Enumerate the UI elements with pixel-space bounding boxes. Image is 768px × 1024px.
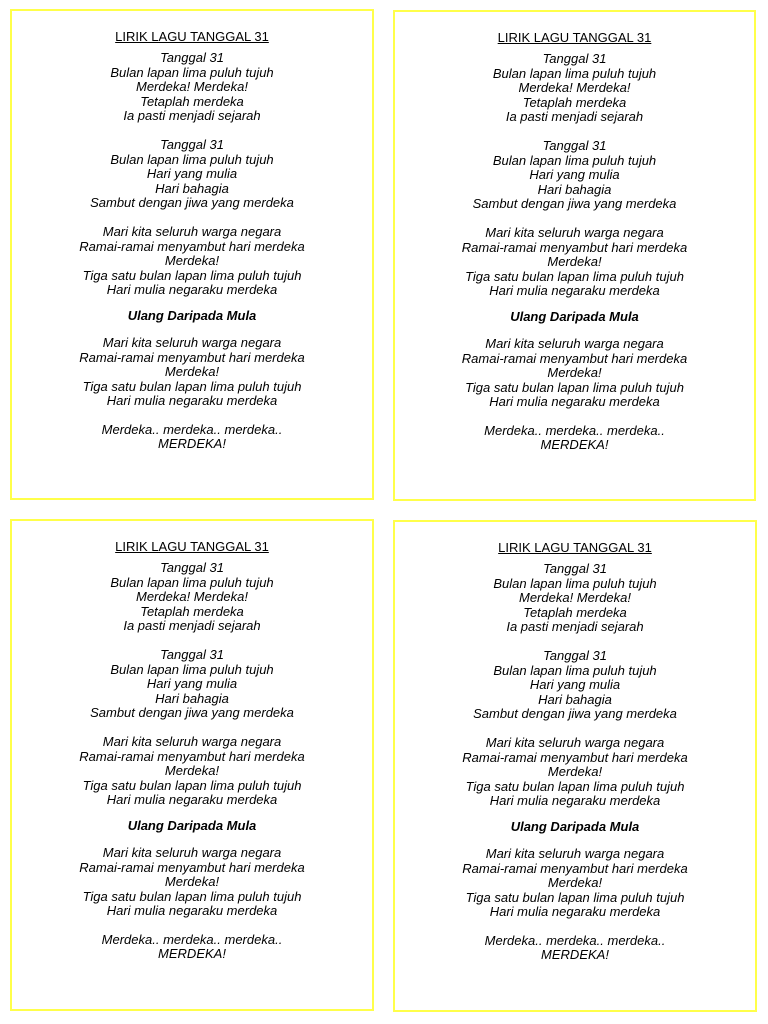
lyric-line: Merdeka! [547, 254, 602, 270]
lyric-line: Ramai-ramai menyambut hari merdeka [79, 859, 305, 875]
lyric-line: Bulan lapan lima puluh tujuh [493, 662, 657, 678]
verse-1 [395, 562, 755, 635]
lyric-line: Mari kita seluruh warga negara [485, 224, 664, 240]
lyric-line: Tiga satu bulan lapan lima puluh tujuh [82, 378, 302, 394]
lyric-line: Ia pasti menjadi sejarah [123, 618, 261, 634]
lyric-line: Hari bahagia [155, 180, 229, 196]
lyric-line: Bulan lapan lima puluh tujuh [110, 64, 274, 80]
lyric-line: Mari kita seluruh warga negara [485, 734, 665, 750]
lyric-line: Ramai-ramai menyambut hari merdeka [461, 350, 688, 366]
ending [395, 934, 755, 963]
lyric-line: Ia pasti menjadi sejarah [505, 109, 644, 125]
verse-4 [12, 846, 372, 919]
repeat-instruction: Ulang Daripada Mula [127, 307, 257, 323]
lyric-line: Ramai-ramai menyambut hari merdeka [462, 860, 688, 876]
lyric-line: Tanggal 31 [160, 136, 224, 152]
verse-3 [395, 226, 754, 299]
lyric-line: Bulan lapan lima puluh tujuh [110, 661, 274, 677]
verse-1 [12, 561, 372, 634]
lyric-line: Hari bahagia [538, 691, 612, 707]
lyric-line: Merdeka! [547, 764, 603, 780]
lyrics-card [10, 519, 374, 1011]
lyric-line: MERDEKA! [541, 947, 609, 963]
lyric-line: Sambut dengan jiwa yang merdeka [472, 196, 677, 212]
verse-2 [395, 649, 755, 722]
lyric-line: Mari kita seluruh warga negara [485, 845, 665, 861]
verse-2 [12, 138, 372, 211]
lyric-line: Tiga satu bulan lapan lima puluh tujuh [82, 267, 302, 283]
lyric-line: Hari yang mulia [146, 676, 238, 692]
lyric-line: Tiga satu bulan lapan lima puluh tujuh [465, 379, 684, 395]
repeat-instruction: Ulang Daripada Mula [510, 818, 640, 834]
lyric-line: Hari mulia negaraku merdeka [106, 903, 278, 919]
lyric-line: Hari bahagia [155, 690, 229, 706]
lyric-line: Tetaplah merdeka [523, 604, 627, 620]
lyric-line: Merdeka.. merdeka.. merdeka.. [484, 932, 666, 948]
lyric-line: Tetaplah merdeka [522, 94, 627, 110]
lyrics-card-content [12, 29, 372, 466]
repeat-instruction: Ulang Daripada Mula [510, 308, 639, 324]
lyric-line: Tiga satu bulan lapan lima puluh tujuh [465, 889, 685, 905]
lyric-line: Tanggal 31 [542, 137, 607, 153]
lyric-line: Merdeka! [547, 365, 602, 381]
lyric-line: Tiga satu bulan lapan lima puluh tujuh [82, 888, 302, 904]
lyric-line: Hari mulia negaraku merdeka [489, 904, 661, 920]
lyric-line: Merdeka! Merdeka! [518, 80, 631, 96]
lyric-line: Tetaplah merdeka [140, 93, 244, 109]
lyrics-card-content [12, 539, 372, 976]
lyric-line: Hari yang mulia [146, 166, 238, 182]
verse-2 [12, 648, 372, 721]
lyric-line: Mari kita seluruh warga negara [102, 733, 282, 749]
lyric-line: Sambut dengan jiwa yang merdeka [473, 706, 677, 722]
lyric-line: Mari kita seluruh warga negara [485, 335, 664, 351]
song-title: LIRIK LAGU TANGGAL 31 [115, 29, 269, 44]
lyric-line: Merdeka.. merdeka.. merdeka.. [101, 931, 283, 947]
lyric-line: Hari mulia negaraku merdeka [489, 283, 660, 299]
verse-2 [395, 139, 754, 212]
repeat-instruction: Ulang Daripada Mula [127, 817, 257, 833]
lyric-line: Hari yang mulia [529, 677, 621, 693]
lyric-line: Tanggal 31 [160, 560, 224, 575]
lyric-line: Ramai-ramai menyambut hari merdeka [79, 748, 305, 764]
lyric-line: Tanggal 31 [543, 561, 607, 576]
lyric-line: Bulan lapan lima puluh tujuh [493, 575, 657, 591]
lyric-line: Merdeka! [164, 253, 220, 269]
song-title: LIRIK LAGU TANGGAL 31 [115, 539, 269, 554]
song-title: LIRIK LAGU TANGGAL 31 [497, 30, 652, 45]
verse-4 [12, 336, 372, 409]
lyric-line: Ia pasti menjadi sejarah [123, 108, 261, 124]
lyric-line: MERDEKA! [158, 946, 226, 962]
verse-3 [12, 735, 372, 808]
lyric-line: Mari kita seluruh warga negara [102, 223, 282, 239]
lyric-line: Sambut dengan jiwa yang merdeka [90, 705, 294, 721]
lyrics-card [393, 520, 757, 1012]
lyric-line: Ramai-ramai menyambut hari merdeka [461, 239, 688, 255]
verse-4 [395, 847, 755, 920]
lyric-line: Ramai-ramai menyambut hari merdeka [79, 238, 305, 254]
ending [12, 423, 372, 452]
lyric-line: Merdeka! [164, 364, 220, 380]
lyric-line: Merdeka! Merdeka! [519, 590, 631, 606]
lyric-line: Hari mulia negaraku merdeka [106, 792, 278, 808]
lyric-line: Bulan lapan lima puluh tujuh [110, 151, 274, 167]
verse-3 [12, 225, 372, 298]
ending [12, 933, 372, 962]
lyric-line: Bulan lapan lima puluh tujuh [492, 65, 657, 81]
lyric-line: Tanggal 31 [542, 51, 607, 66]
lyric-line: Tetaplah merdeka [140, 603, 244, 619]
lyric-line: Ramai-ramai menyambut hari merdeka [79, 349, 305, 365]
lyric-line: Merdeka.. merdeka.. merdeka.. [101, 421, 283, 437]
lyric-line: Tanggal 31 [543, 647, 607, 663]
lyric-line: Hari mulia negaraku merdeka [489, 394, 660, 410]
verse-1 [12, 51, 372, 124]
song-title: LIRIK LAGU TANGGAL 31 [498, 540, 652, 555]
lyric-line: Mari kita seluruh warga negara [102, 844, 282, 860]
lyrics-card-content [395, 540, 755, 977]
lyric-line: Hari mulia negaraku merdeka [106, 393, 278, 409]
lyric-line: Tiga satu bulan lapan lima puluh tujuh [465, 268, 684, 284]
lyric-line: Merdeka.. merdeka.. merdeka.. [484, 422, 665, 438]
lyric-line: Merdeka! [164, 874, 220, 890]
lyrics-card-content [395, 30, 754, 467]
lyric-line: MERDEKA! [540, 437, 609, 453]
lyric-line: Sambut dengan jiwa yang merdeka [90, 195, 294, 211]
lyrics-card [10, 9, 374, 500]
ending [395, 424, 754, 453]
lyric-line: Bulan lapan lima puluh tujuh [492, 152, 657, 168]
lyric-line: Hari mulia negaraku merdeka [489, 793, 661, 809]
lyric-line: Tiga satu bulan lapan lima puluh tujuh [465, 778, 685, 794]
lyrics-card [393, 10, 756, 501]
lyric-line: Mari kita seluruh warga negara [102, 334, 282, 350]
lyric-line: Merdeka! [547, 875, 603, 891]
lyric-line: Bulan lapan lima puluh tujuh [110, 574, 274, 590]
lyric-line: Tanggal 31 [160, 646, 224, 662]
lyric-line: Hari mulia negaraku merdeka [106, 282, 278, 298]
lyric-line: Merdeka! Merdeka! [136, 79, 248, 95]
lyric-line: Hari bahagia [537, 181, 612, 197]
verse-4 [395, 337, 754, 410]
lyric-line: MERDEKA! [158, 436, 226, 452]
lyric-line: Tiga satu bulan lapan lima puluh tujuh [82, 777, 302, 793]
lyric-line: Hari yang mulia [529, 167, 620, 183]
lyric-line: Merdeka! [164, 763, 220, 779]
lyric-line: Ia pasti menjadi sejarah [506, 619, 644, 635]
verse-3 [395, 736, 755, 809]
lyric-line: Ramai-ramai menyambut hari merdeka [462, 749, 688, 765]
lyric-line: Merdeka! Merdeka! [136, 589, 248, 605]
lyric-line: Tanggal 31 [160, 50, 224, 65]
verse-1 [395, 52, 754, 125]
